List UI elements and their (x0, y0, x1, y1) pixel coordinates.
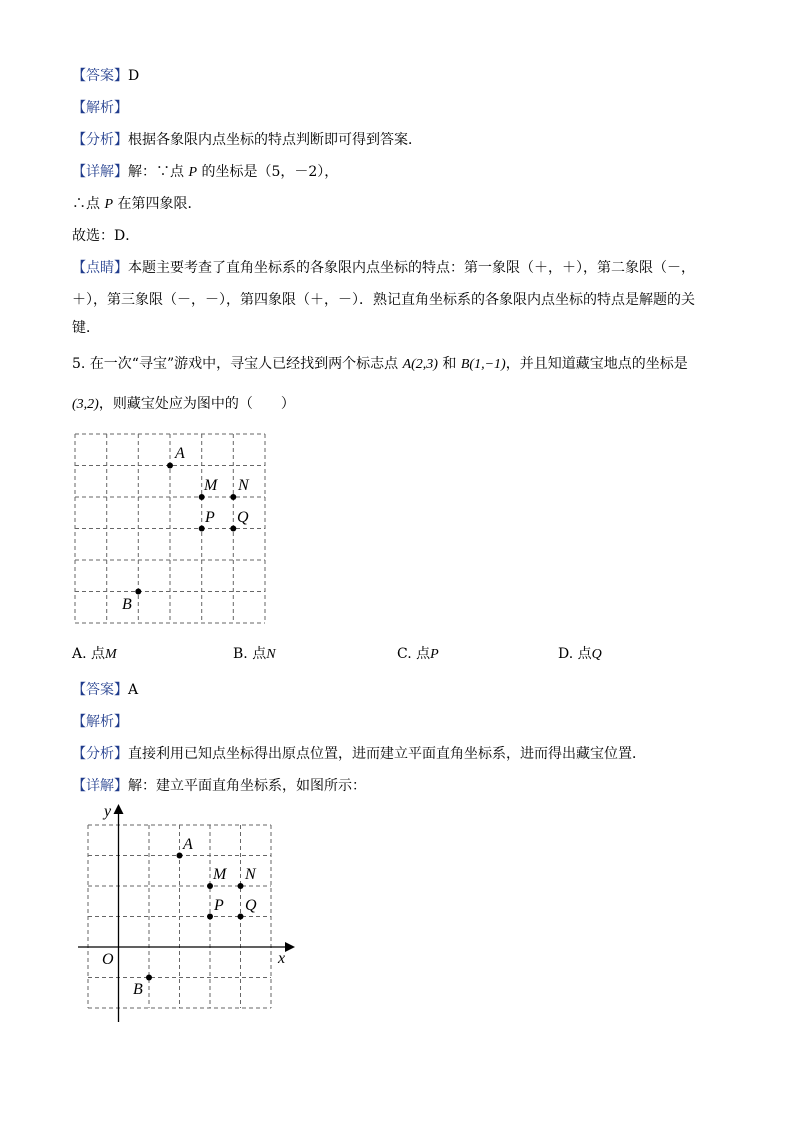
sol-answer-value: A (128, 682, 139, 698)
therefore-pre: ∴点 (72, 196, 105, 212)
sol-analysis-right: 】 (114, 714, 128, 730)
point-q-dot (230, 526, 236, 532)
comment-text-1: 本题主要考查了直角坐标系的各象限内点坐标的特点：第一象限（＋，＋），第二象限（－， (128, 260, 695, 276)
analysis-heading-right: 】 (114, 100, 128, 116)
sol-analyze-line (72, 744, 646, 764)
answer-value: D (128, 68, 140, 84)
analysis-heading-text: 解析 (86, 100, 114, 116)
sol-detail-text: 解：建立平面直角坐标系，如图所示： (128, 778, 366, 794)
detail-tag: 【详解】 (72, 164, 128, 180)
prev-choose-line: 故选：D． (72, 228, 140, 244)
q5-stem-b: ，并且知道藏宝地点的坐标是 (505, 356, 688, 372)
sol-analyze-tag: 【分析】 (72, 746, 128, 762)
q5-number: 5. (72, 356, 86, 372)
analyze-tag: 【分析】 (72, 132, 128, 148)
sol-analysis-heading (72, 712, 128, 732)
option-d-label: D. 点 (558, 646, 592, 662)
fig2-label-x: x (278, 950, 286, 967)
answer-tag: 【答案】 (72, 68, 128, 84)
q5-stem-c: ，则藏宝处应为图中的（ ） (98, 396, 295, 412)
option-c-var: P (430, 647, 439, 662)
option-b-var: N (266, 647, 276, 662)
option-c-label: C. 点 (397, 646, 431, 662)
option-d[interactable] (558, 644, 602, 665)
detail-var: P (188, 165, 198, 180)
option-d-var: Q (591, 647, 602, 662)
label-a: A (175, 445, 185, 462)
therefore-var: P (104, 197, 114, 212)
y-axis (114, 804, 124, 1022)
detail-pre: 解：∵点 (128, 164, 189, 180)
fig2-point-q-dot (238, 914, 244, 920)
sol-analyze-text: 直接利用已知点坐标得出原点位置，进而建立平面直角坐标系，进而得出藏宝位置． (128, 746, 646, 762)
q5-point-a: A(2,3) (402, 357, 438, 372)
sol-answer-tag: 【答案】 (72, 682, 128, 698)
comment-tag: 【点睛】 (72, 260, 128, 276)
fig2-label-b: B (133, 981, 143, 998)
sol-answer-line (72, 680, 138, 700)
q5-point-b: B(1,−1) (460, 357, 506, 372)
label-n: N (238, 477, 249, 494)
fig2-point-a-dot (177, 853, 183, 859)
detail-post: 的坐标是（5，－2）， (197, 164, 339, 180)
sol-detail-tag: 【详解】 (72, 778, 128, 794)
option-b[interactable] (233, 644, 276, 665)
fig2-label-m: M (213, 866, 227, 883)
analyze-text: 根据各象限内点坐标的特点判断即可得到答案． (128, 132, 422, 148)
option-a[interactable] (72, 644, 117, 665)
fig2-point-m-dot (207, 883, 213, 889)
option-c[interactable] (397, 644, 439, 665)
point-b-dot (135, 589, 141, 595)
q5-coord: (3,2) (72, 397, 99, 412)
q5-and: 和 (437, 356, 461, 372)
fig2-point-p-dot (207, 914, 213, 920)
label-p: P (205, 509, 215, 526)
option-b-label: B. 点 (233, 646, 267, 662)
fig2-point-b-dot (146, 975, 152, 981)
option-a-var: M (105, 647, 117, 662)
analysis-heading-left: 【 (72, 100, 86, 116)
point-p-dot (199, 526, 205, 532)
fig2-label-y: y (104, 803, 112, 820)
fig2-label-p: P (214, 897, 224, 914)
prev-comment-line3: 键． (72, 320, 100, 336)
q5-stem-a: 在一次“寻宝”游戏中，寻宝人已经找到两个标志点 (89, 356, 403, 372)
fig2-label-q: Q (245, 897, 257, 914)
option-a-label: A. 点 (72, 646, 106, 662)
label-m: M (204, 477, 218, 494)
point-n-dot (230, 494, 236, 500)
therefore-post: 在第四象限． (113, 196, 202, 212)
point-a-dot (167, 463, 173, 469)
label-q: Q (237, 509, 249, 526)
sol-analysis-text: 解析 (86, 714, 114, 730)
point-m-dot (199, 494, 205, 500)
fig2-label-n: N (245, 866, 256, 883)
label-b: B (122, 596, 132, 613)
prev-comment-line2: ＋），第三象限（－，－），第四象限（＋，－）．熟记直角坐标系的各象限内点坐标的特点是解题的关 (72, 292, 695, 308)
sol-detail-line (72, 776, 366, 796)
fig2-label-o: O (102, 951, 114, 968)
sol-analysis-left: 【 (72, 714, 86, 730)
fig2-point-n-dot (238, 883, 244, 889)
fig2-label-a: A (183, 836, 193, 853)
